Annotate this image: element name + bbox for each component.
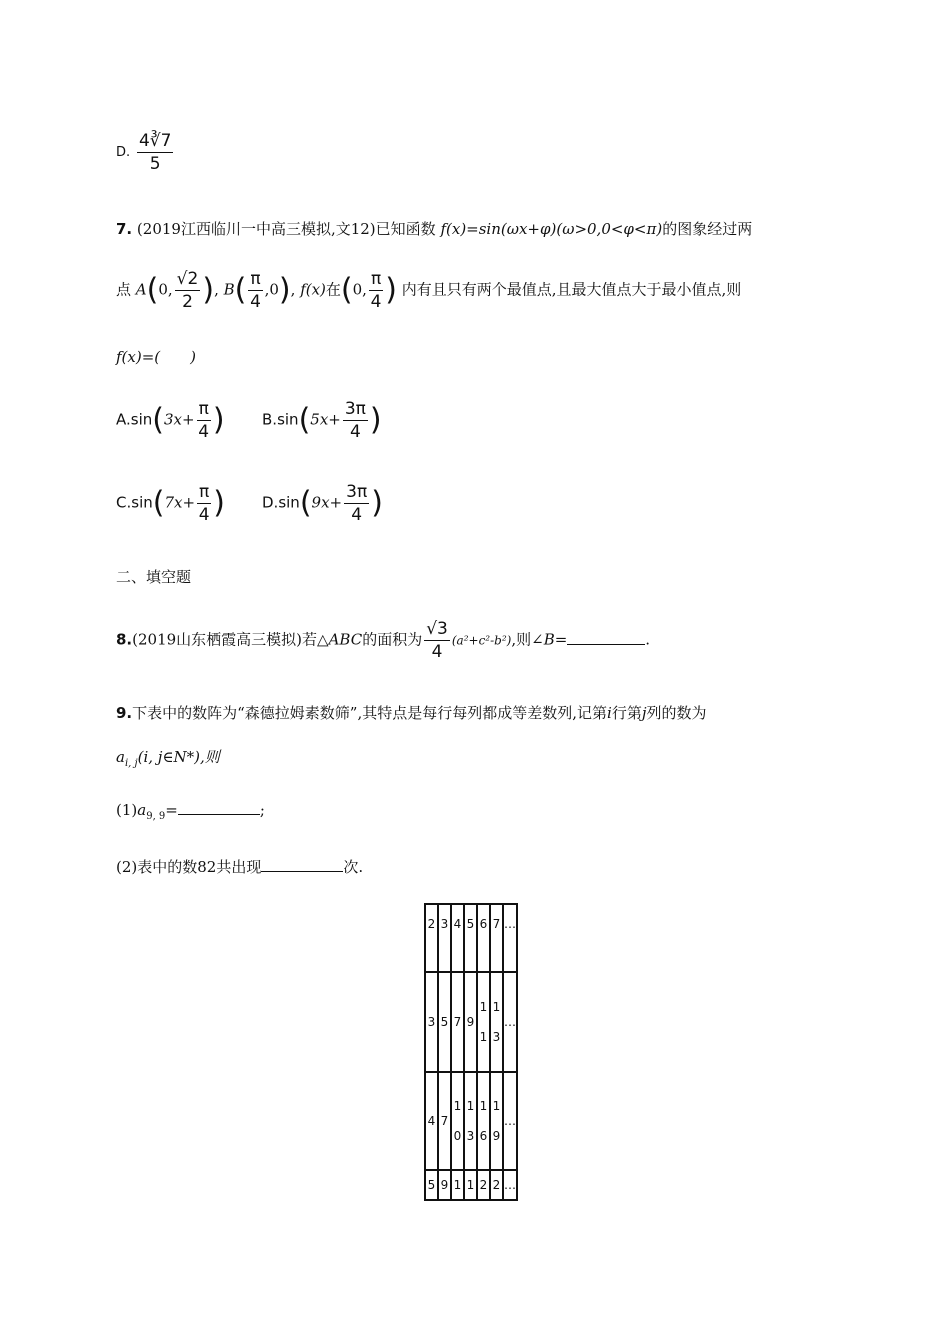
q6-option-d (116, 132, 175, 173)
q7-line-3: f(x)=( ) (116, 348, 196, 366)
fraction: $\frac{√2}{2}$ (176, 269, 199, 312)
q7-option-c: C.sin(7x+ $\frac{\pi}{4}$ ) (116, 482, 226, 525)
table-cell: 1 3 (464, 1072, 477, 1170)
table-cell: 1 3 (490, 972, 503, 1072)
fraction: $\frac{√3}{4}$ (426, 619, 448, 662)
q9-part-2: (2)表中的数82共出现 次. (116, 858, 364, 876)
table-cell: 5 (464, 904, 477, 972)
answer-blank[interactable] (567, 630, 645, 645)
table-cell: 7 (451, 972, 464, 1072)
q8-line: 8.(2019山东栖霞高三模拟)若△ABC的面积为 $\frac{√3}{4}$ (a²+c²-b²),则∠B= . (116, 619, 651, 662)
table-row (425, 1072, 517, 1170)
q7-option-b: B.sin(5x+ $\frac{3\pi}{4}$ ) (262, 399, 382, 442)
section-heading: 二、填空题 (116, 568, 192, 586)
fraction: $\frac{3\pi}{4}$ (346, 482, 368, 525)
table-cell: 1 9 (490, 1072, 503, 1170)
table-cell: … (503, 1170, 517, 1200)
table-row (425, 904, 517, 972)
q7-option-d: D.sin(9x+ $\frac{3\pi}{4}$ ) (262, 482, 383, 525)
answer-blank[interactable] (178, 800, 260, 815)
table-cell: 9 (464, 972, 477, 1072)
table-cell: 6 (477, 904, 490, 972)
q9-line-2: $a_{i, j}(i$, j∈N*),则 (116, 748, 220, 769)
table-cell: 4 (451, 904, 464, 972)
fraction: $\frac{4∛7}{5}$ (138, 131, 172, 174)
table-cell: 4 (425, 1072, 438, 1170)
table-cell: 2 (477, 1170, 490, 1200)
fraction: $\frac{\pi}{4}$ (198, 482, 210, 525)
answer-blank[interactable] (261, 857, 343, 872)
q7-line-1: 7. (2019江西临川一中高三模拟,文12)已知函数 f(x)=sin(ωx+φ)(ω>0,0<φ<π)的图象经过两 (116, 220, 753, 238)
table-cell: 3 (425, 972, 438, 1072)
option-label: D. (116, 145, 131, 161)
table-cell: 5 (438, 972, 451, 1072)
table-cell: … (503, 904, 517, 972)
fraction: $\frac{3\pi}{4}$ (344, 399, 366, 442)
table-cell: 2 (425, 904, 438, 972)
fraction: $\frac{\pi}{4}$ (250, 269, 261, 312)
function-expression: f(x)=sin(ωx+φ)(ω>0,0<φ<π) (440, 220, 663, 238)
sundaram-sieve-table (424, 903, 518, 1201)
table-cell: 2 (490, 1170, 503, 1200)
table-cell: 1 (464, 1170, 477, 1200)
table-row (425, 972, 517, 1072)
table-cell: 1 1 (477, 972, 490, 1072)
fraction: $\frac{\pi}{4}$ (198, 399, 210, 442)
table-cell: 1 0 (451, 1072, 464, 1170)
question-number: 9. (116, 704, 133, 722)
table-cell: 7 (490, 904, 503, 972)
table-cell: … (503, 972, 517, 1072)
q7-line-2: 点 A(0, $\frac{√2}{2}$ ), B( $\frac{\pi}{4}$ ,0), f(x)在(0, $\frac{\pi}{4}$ ) 内有且只有两个最值点,且最大值点大于最小值点,则 (116, 269, 742, 312)
table-cell: 1 (451, 1170, 464, 1200)
table-cell: 3 (438, 904, 451, 972)
table-cell: 1 6 (477, 1072, 490, 1170)
question-source: (2019江西临川一中高三模拟,文12) (136, 220, 376, 238)
q7-option-a: A.sin(3x+ $\frac{\pi}{4}$ ) (116, 399, 225, 442)
question-number: 8. (116, 630, 133, 649)
fraction: $\frac{\pi}{4}$ (370, 269, 382, 312)
table-cell: 9 (438, 1170, 451, 1200)
q9-part-1: $(1)a_{9, 9}=$ ; (116, 801, 265, 822)
table-cell: … (503, 1072, 517, 1170)
q9-line-1: 9.下表中的数阵为“森德拉姆素数筛”,其特点是每行每列都成等差数列,记第i行第j列的数为 (116, 704, 707, 722)
table-cell: 7 (438, 1072, 451, 1170)
table-row (425, 1170, 517, 1200)
question-number: 7. (116, 220, 133, 238)
table-cell: 5 (425, 1170, 438, 1200)
